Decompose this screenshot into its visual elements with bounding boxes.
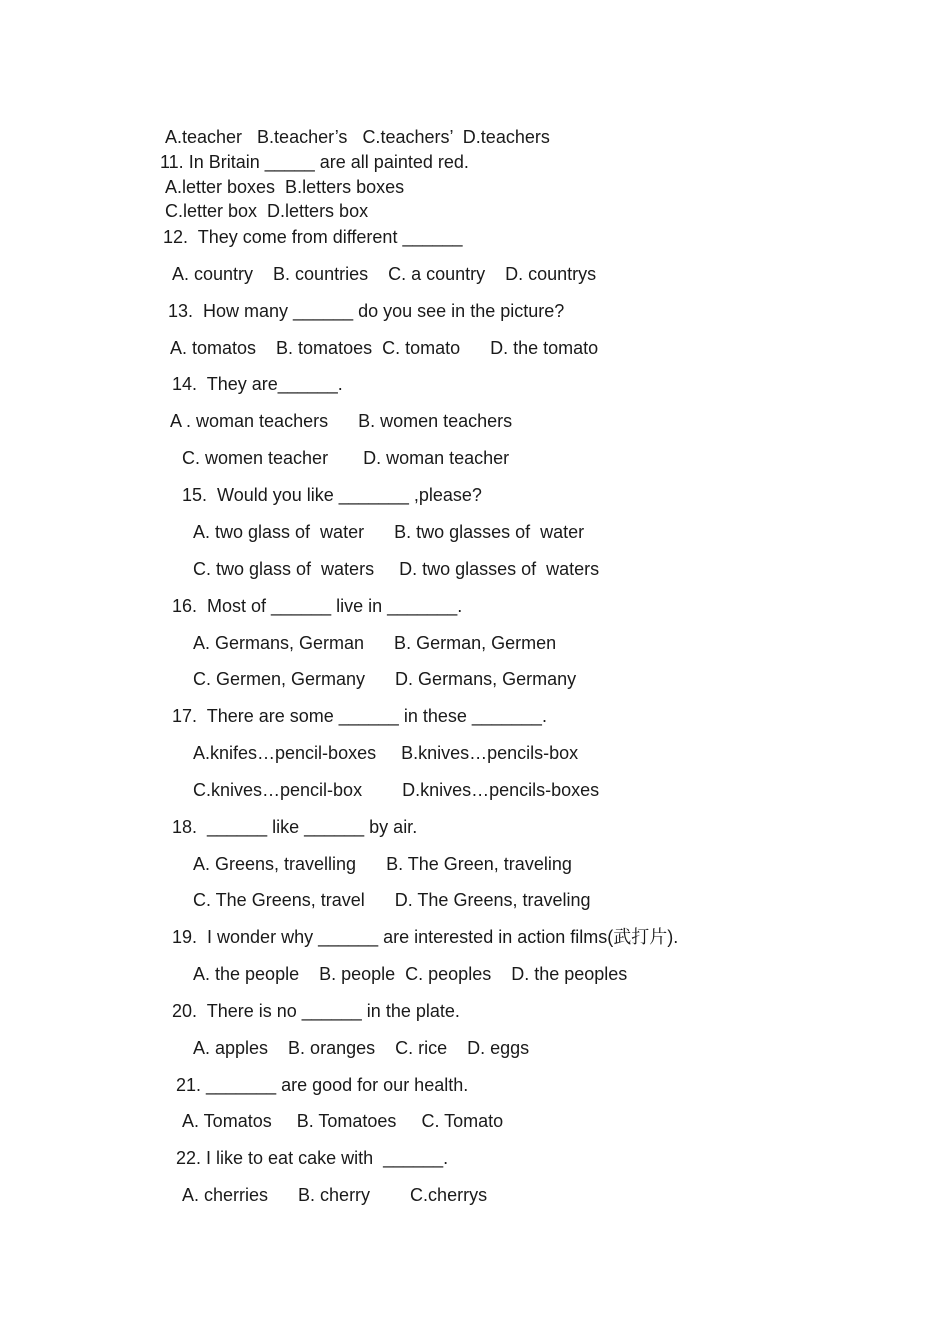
q19-question: 19. I wonder why ______ are interested in action films(武打片). bbox=[172, 927, 679, 947]
q14-options-cd: C. women teacher D. woman teacher bbox=[182, 448, 510, 468]
q10-options: A.teacher B.teacher’s C.teachers’ D.teachers bbox=[165, 127, 550, 147]
q17-options-ab: A.knifes…pencil-boxes B.knives…pencils-box bbox=[193, 743, 579, 763]
q18-options-ab: A. Greens, travelling B. The Green, traveling bbox=[193, 854, 572, 874]
q11-options-cd: C.letter box D.letters box bbox=[165, 201, 369, 221]
q19-options: A. the people B. people C. peoples D. the peoples bbox=[193, 964, 628, 984]
q18-question: 18. ______ like ______ by air. bbox=[172, 817, 418, 837]
q16-question: 16. Most of ______ live in _______. bbox=[172, 596, 463, 616]
q22-question: 22. I like to eat cake with ______. bbox=[176, 1148, 449, 1168]
q20-options: A. apples B. oranges C. rice D. eggs bbox=[193, 1038, 530, 1058]
q15-options-ab: A. two glass of water B. two glasses of water bbox=[193, 522, 585, 542]
q21-options: A. Tomatos B. Tomatoes C. Tomato bbox=[182, 1111, 504, 1131]
q15-question: 15. Would you like _______ ,please? bbox=[182, 485, 482, 505]
q15-options-cd: C. two glass of waters D. two glasses of waters bbox=[193, 559, 600, 579]
q13-options: A. tomatos B. tomatoes C. tomato D. the tomato bbox=[170, 338, 599, 358]
q22-options: A. cherries B. cherry C.cherrys bbox=[182, 1185, 488, 1205]
q18-options-cd: C. The Greens, travel D. The Greens, traveling bbox=[193, 890, 591, 910]
q14-question: 14. They are______. bbox=[172, 374, 343, 394]
q21-question: 21. _______ are good for our health. bbox=[176, 1075, 469, 1095]
q13-question: 13. How many ______ do you see in the picture? bbox=[168, 301, 565, 321]
q20-question: 20. There is no ______ in the plate. bbox=[172, 1001, 460, 1021]
q16-options-cd: C. Germen, Germany D. Germans, Germany bbox=[193, 669, 577, 689]
q17-question: 17. There are some ______ in these _______. bbox=[172, 706, 547, 726]
q11-options-ab: A.letter boxes B.letters boxes bbox=[165, 177, 405, 197]
q12-options: A. country B. countries C. a country D. countrys bbox=[172, 264, 597, 284]
q17-options-cd: C.knives…pencil-box D.knives…pencils-boxes bbox=[193, 780, 600, 800]
q11-question: 11. In Britain _____ are all painted red. bbox=[160, 152, 469, 172]
q14-options-ab: A . woman teachers B. women teachers bbox=[170, 411, 513, 431]
q16-options-ab: A. Germans, German B. German, Germen bbox=[193, 633, 557, 653]
q12-question: 12. They come from different ______ bbox=[163, 227, 463, 247]
